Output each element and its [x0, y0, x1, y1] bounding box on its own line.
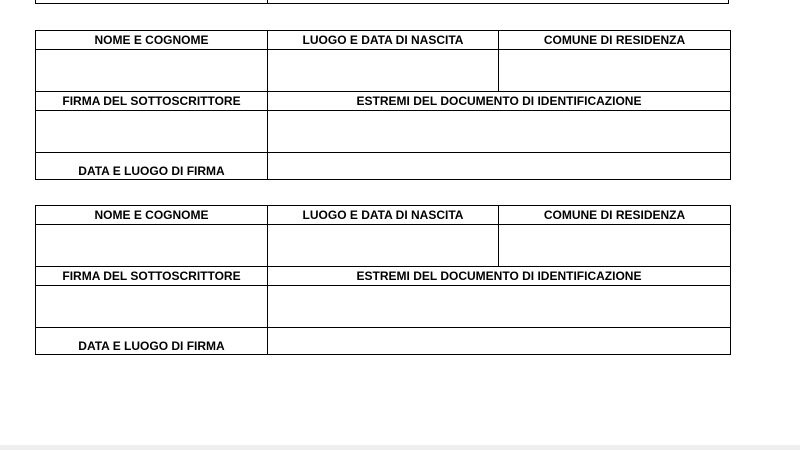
residence-field[interactable] [499, 225, 731, 267]
header-row [36, 31, 731, 50]
id-document-label: ESTREMI DEL DOCUMENTO DI IDENTIFICAZIONE [268, 267, 731, 286]
date-place-row [36, 328, 731, 355]
date-place-field[interactable] [268, 153, 731, 180]
residence-header: COMUNE DI RESIDENZA [499, 206, 731, 225]
residence-header: COMUNE DI RESIDENZA [499, 31, 731, 50]
signature-label: FIRMA DEL SOTTOSCRITTORE [36, 267, 268, 286]
column-divider [267, 0, 268, 3]
personal-data-row [36, 225, 731, 267]
name-header: NOME E COGNOME [36, 206, 268, 225]
date-place-label: DATA E LUOGO DI FIRMA [36, 328, 268, 355]
id-document-label: ESTREMI DEL DOCUMENTO DI IDENTIFICAZIONE [268, 92, 731, 111]
date-place-label: DATA E LUOGO DI FIRMA [36, 153, 268, 180]
birth-field[interactable] [268, 225, 499, 267]
date-place-row [36, 153, 731, 180]
signature-header-row [36, 267, 731, 286]
signature-field[interactable] [36, 111, 268, 153]
signature-row [36, 286, 731, 328]
birth-header: LUOGO E DATA DI NASCITA [268, 206, 499, 225]
id-document-field[interactable] [268, 111, 731, 153]
signatory-table [35, 205, 731, 355]
date-place-field[interactable] [268, 328, 731, 355]
name-field[interactable] [36, 50, 268, 92]
page-bottom-edge [0, 445, 800, 450]
signature-label: FIRMA DEL SOTTOSCRITTORE [36, 92, 268, 111]
id-document-field[interactable] [268, 286, 731, 328]
name-header: NOME E COGNOME [36, 31, 268, 50]
signatory-table [35, 30, 731, 180]
birth-field[interactable] [268, 50, 499, 92]
personal-data-row [36, 50, 731, 92]
signatory-form-block-2 [35, 205, 730, 355]
signatory-form-block-1 [35, 30, 730, 180]
signature-header-row [36, 92, 731, 111]
name-field[interactable] [36, 225, 268, 267]
signature-row [36, 111, 731, 153]
birth-header: LUOGO E DATA DI NASCITA [268, 31, 499, 50]
previous-form-block-fragment [35, 0, 729, 4]
residence-field[interactable] [499, 50, 731, 92]
header-row [36, 206, 731, 225]
signature-field[interactable] [36, 286, 268, 328]
